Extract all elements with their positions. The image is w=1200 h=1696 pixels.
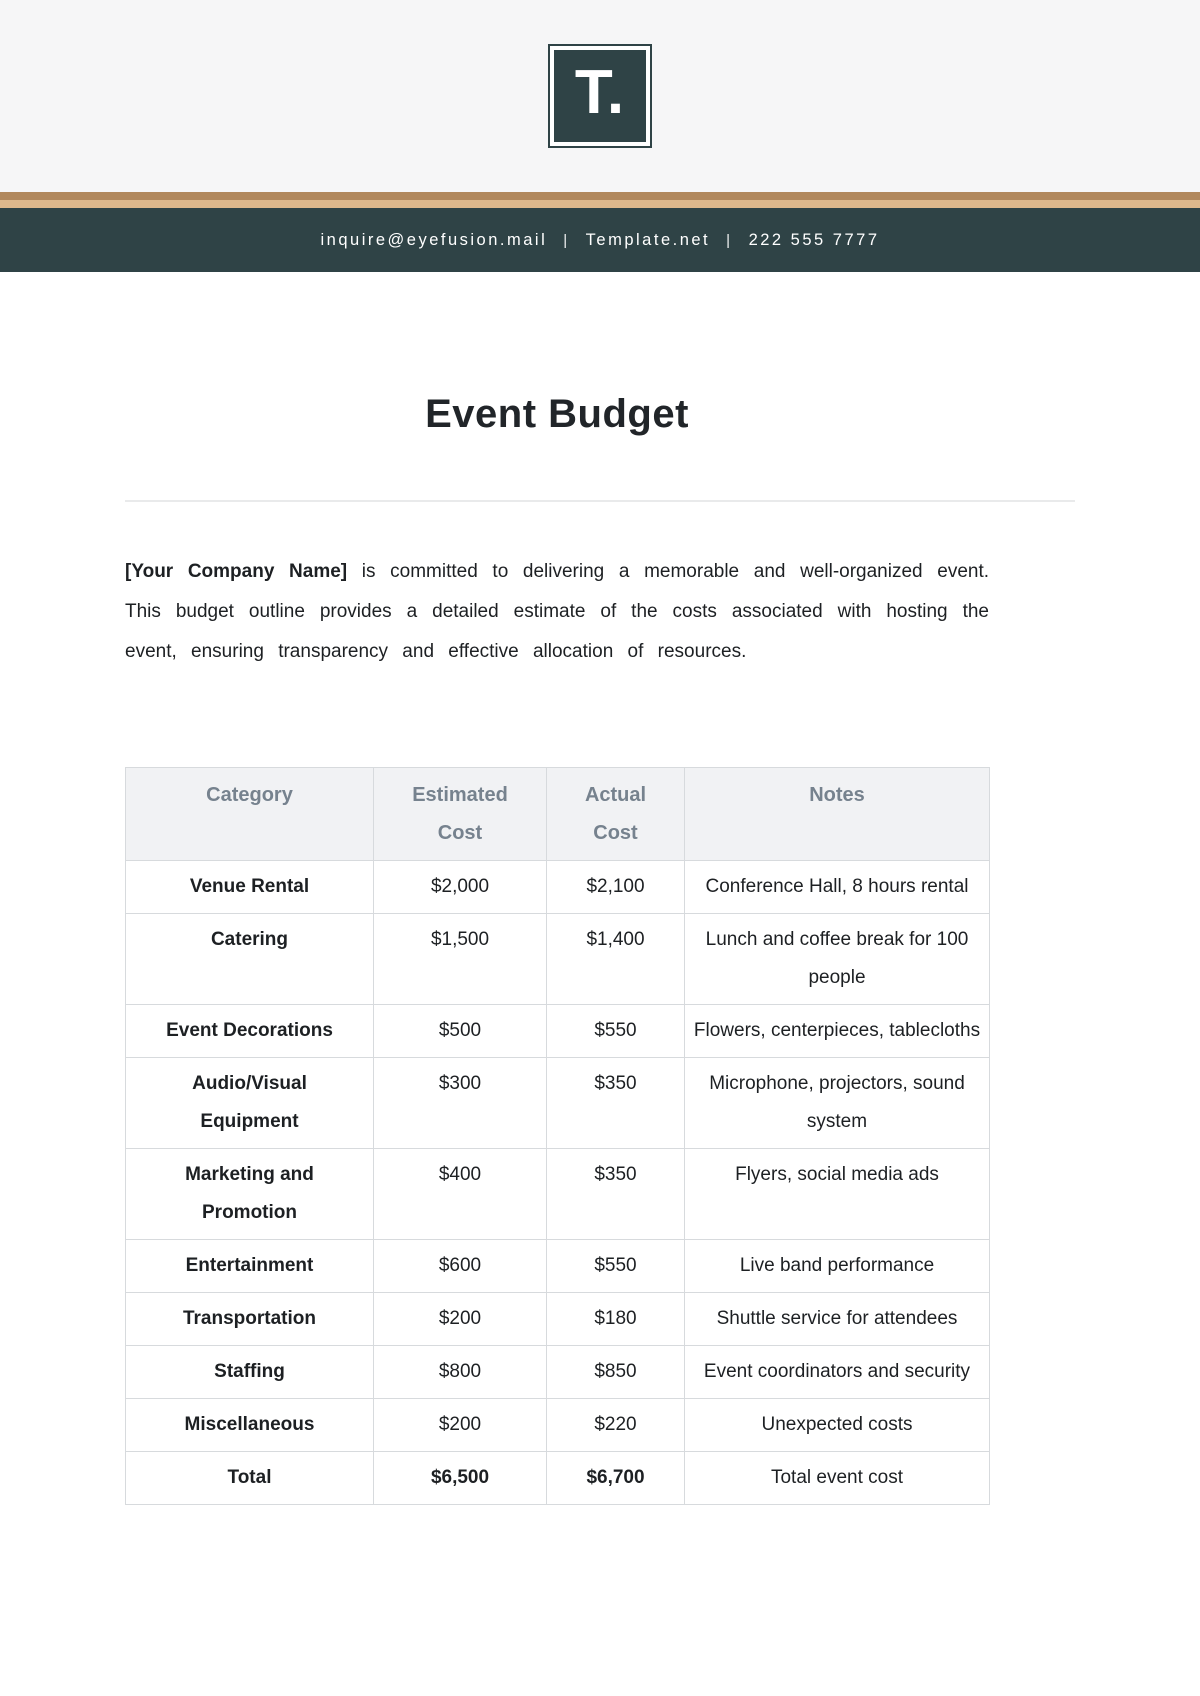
- contact-website: Template.net: [585, 230, 711, 249]
- estimated-cost-cell: $600: [374, 1240, 547, 1293]
- category-cell: Miscellaneous: [126, 1399, 374, 1452]
- category-cell: Total: [126, 1452, 374, 1505]
- actual-cost-cell: $220: [547, 1399, 685, 1452]
- notes-cell: Lunch and coffee break for 100 people: [685, 914, 990, 1005]
- notes-cell: Flyers, social media ads: [685, 1149, 990, 1240]
- contact-phone: 222 555 7777: [748, 230, 880, 249]
- category-cell: Marketing and Promotion: [126, 1149, 374, 1240]
- category-cell: Transportation: [126, 1293, 374, 1346]
- category-cell: Venue Rental: [126, 861, 374, 914]
- col-header-notes: Notes: [685, 768, 990, 861]
- table-row: [126, 1149, 990, 1240]
- notes-cell: Shuttle service for attendees: [685, 1293, 990, 1346]
- actual-cost-cell: $550: [547, 1005, 685, 1058]
- notes-cell: Flowers, centerpieces, tablecloths: [685, 1005, 990, 1058]
- actual-cost-cell: $6,700: [547, 1452, 685, 1505]
- category-cell: Staffing: [126, 1346, 374, 1399]
- actual-cost-cell: $1,400: [547, 914, 685, 1005]
- accent-stripe-light: [0, 200, 1200, 208]
- notes-cell: Live band performance: [685, 1240, 990, 1293]
- col-header-actual: Actual Cost: [547, 768, 685, 861]
- table-row: [126, 1005, 990, 1058]
- letterhead: [0, 0, 1200, 192]
- budget-table: [125, 767, 990, 1505]
- notes-cell: Unexpected costs: [685, 1399, 990, 1452]
- actual-cost-cell: $180: [547, 1293, 685, 1346]
- actual-cost-cell: $350: [547, 1149, 685, 1240]
- category-cell: Catering: [126, 914, 374, 1005]
- intro-text: is committed to delivering a memorable and well-organized event. This budget outline provides a detailed estimate of the costs associated with hosting the event, ensuring transparency and effective allocation of resources.: [125, 561, 990, 662]
- actual-cost-cell: $2,100: [547, 861, 685, 914]
- category-cell: Audio/Visual Equipment: [126, 1058, 374, 1149]
- table-row: [126, 1240, 990, 1293]
- col-header-category: Category: [126, 768, 374, 861]
- estimated-cost-cell: $200: [374, 1399, 547, 1452]
- intro-paragraph: [125, 552, 989, 672]
- accent-stripe-dark: [0, 192, 1200, 200]
- logo-letter: T.: [574, 58, 626, 127]
- contact-separator: |: [726, 231, 733, 249]
- notes-cell: Event coordinators and security: [685, 1346, 990, 1399]
- actual-cost-cell: $850: [547, 1346, 685, 1399]
- table-row: [126, 1346, 990, 1399]
- actual-cost-cell: $550: [547, 1240, 685, 1293]
- estimated-cost-cell: $1,500: [374, 914, 547, 1005]
- estimated-cost-cell: $400: [374, 1149, 547, 1240]
- company-name-placeholder: [Your Company Name]: [125, 561, 348, 582]
- estimated-cost-cell: $6,500: [374, 1452, 547, 1505]
- page-title: Event Budget: [425, 392, 689, 436]
- notes-cell: Microphone, projectors, sound system: [685, 1058, 990, 1149]
- table-row: [126, 914, 990, 1005]
- document-body: [0, 272, 1200, 1505]
- contact-bar: [0, 208, 1200, 272]
- table-row: [126, 1293, 990, 1346]
- notes-cell: Conference Hall, 8 hours rental: [685, 861, 990, 914]
- col-header-estimated: Estimated Cost: [374, 768, 547, 861]
- category-cell: Event Decorations: [126, 1005, 374, 1058]
- table-header-row: [126, 768, 990, 861]
- brand-logo: [548, 44, 652, 148]
- table-total-row: [126, 1452, 990, 1505]
- actual-cost-cell: $350: [547, 1058, 685, 1149]
- estimated-cost-cell: $800: [374, 1346, 547, 1399]
- estimated-cost-cell: $300: [374, 1058, 547, 1149]
- notes-cell: Total event cost: [685, 1452, 990, 1505]
- estimated-cost-cell: $200: [374, 1293, 547, 1346]
- estimated-cost-cell: $500: [374, 1005, 547, 1058]
- estimated-cost-cell: $2,000: [374, 861, 547, 914]
- contact-email: inquire@eyefusion.mail: [320, 230, 548, 249]
- logo-square: [554, 50, 646, 142]
- table-row: [126, 1399, 990, 1452]
- contact-separator: |: [563, 231, 570, 249]
- category-cell: Entertainment: [126, 1240, 374, 1293]
- table-row: [126, 861, 990, 914]
- divider: [125, 500, 1075, 502]
- table-row: [126, 1058, 990, 1149]
